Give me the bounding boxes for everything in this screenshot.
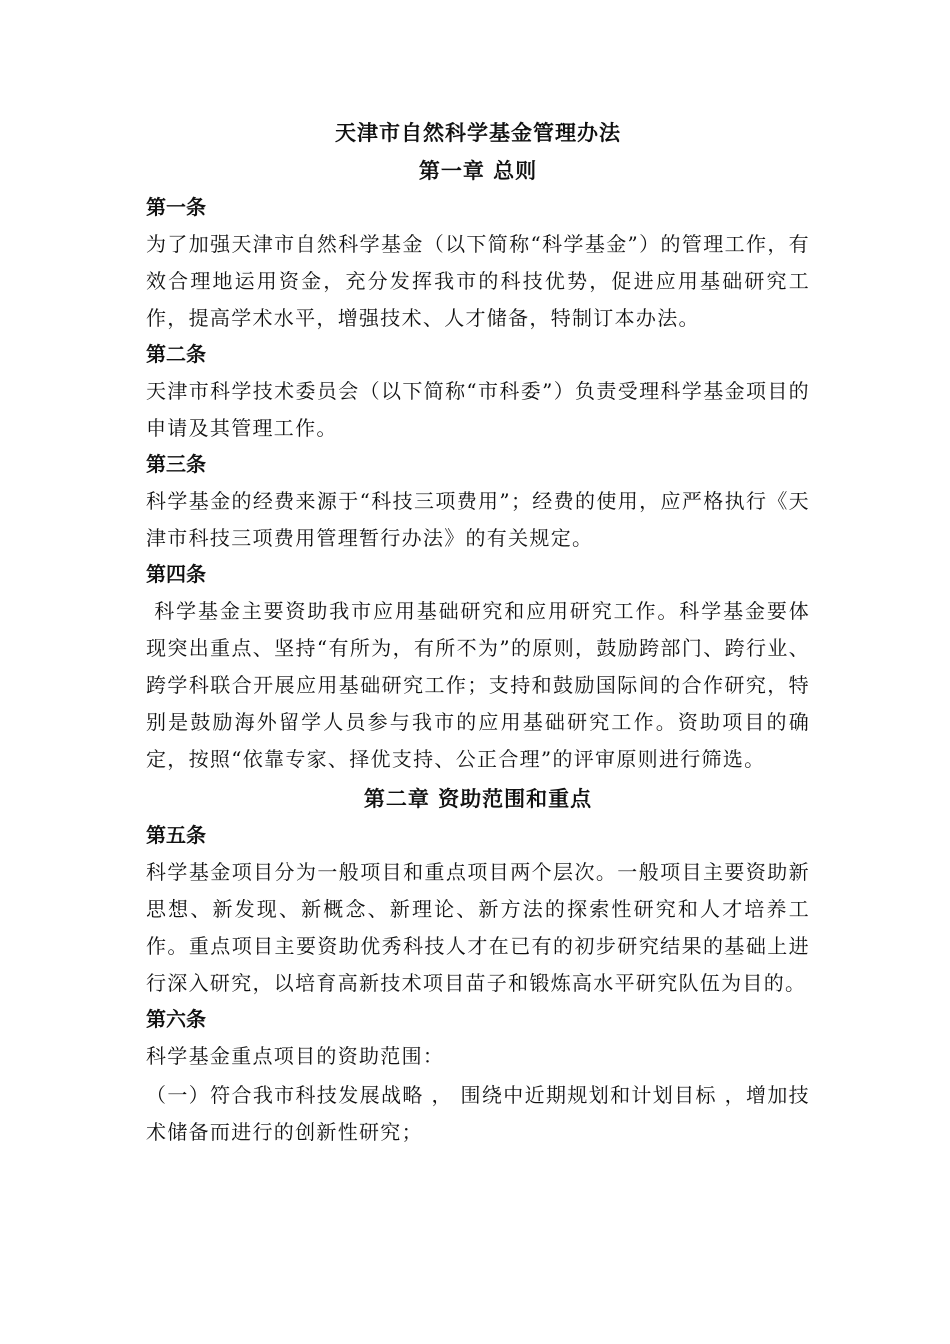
- article-text-5: 科学基金项目分为一般项目和重点项目两个层次。一般项目主要资助新思想、新发现、新概念、新理论、新方法的探索性研究和人才培养工作。重点项目主要资助优秀科技人才在已有的初步研究结果的基础上进行深入研究，以培育高新技术项目苗子和锻炼高水平研究队伍为目的。: [146, 860, 810, 995]
- article-heading-6: 第六条: [146, 1007, 206, 1031]
- article-text-6a: 科学基金重点项目的资助范围：: [146, 1044, 445, 1068]
- chapter-title-1: 第一章 总则: [418, 158, 538, 183]
- article-text-4: 科学基金主要资助我市应用基础研究和应用研究工作。科学基金要体现突出重点、坚持“有所为，有所不为”的原则，鼓励跨部门、跨行业、跨学科联合开展应用基础研究工作；支持和鼓励国际间的合作研究，特别是鼓励海外留学人员参与我市的应用基础研究工作。资助项目的确定，按照“依靠专家、择优支持、公正合理”的评审原则进行筛选。: [146, 599, 810, 771]
- article-heading-4: 第四条: [146, 562, 206, 586]
- article-heading-2: 第二条: [146, 342, 206, 366]
- article-heading-3: 第三条: [146, 452, 206, 476]
- article-heading-1: 第一条: [146, 195, 206, 219]
- article-text-1: 为了加强天津市自然科学基金（以下简称“科学基金”）的管理工作，有效合理地运用资金，充分发挥我市的科技优势，促进应用基础研究工作，提高学术水平，增强技术、人才储备，特制订本办法。: [146, 232, 810, 330]
- article-heading-5: 第五条: [146, 823, 206, 847]
- article-text-2: 天津市科学技术委员会（以下简称“市科委”）负责受理科学基金项目的申请及其管理工作。: [146, 379, 810, 440]
- article-text-3: 科学基金的经费来源于“科技三项费用”；经费的使用，应严格执行《天津市科技三项费用管理暂行办法》的有关规定。: [146, 489, 810, 550]
- article-text-6b: （一）符合我市科技发展战略 ， 围绕中近期规划和计划目标 ，增加技术储备而进行的创新性研究；: [146, 1083, 810, 1144]
- chapter-title-2: 第二章 资助范围和重点: [363, 786, 593, 811]
- document-title: 天津市自然科学基金管理办法: [335, 120, 621, 145]
